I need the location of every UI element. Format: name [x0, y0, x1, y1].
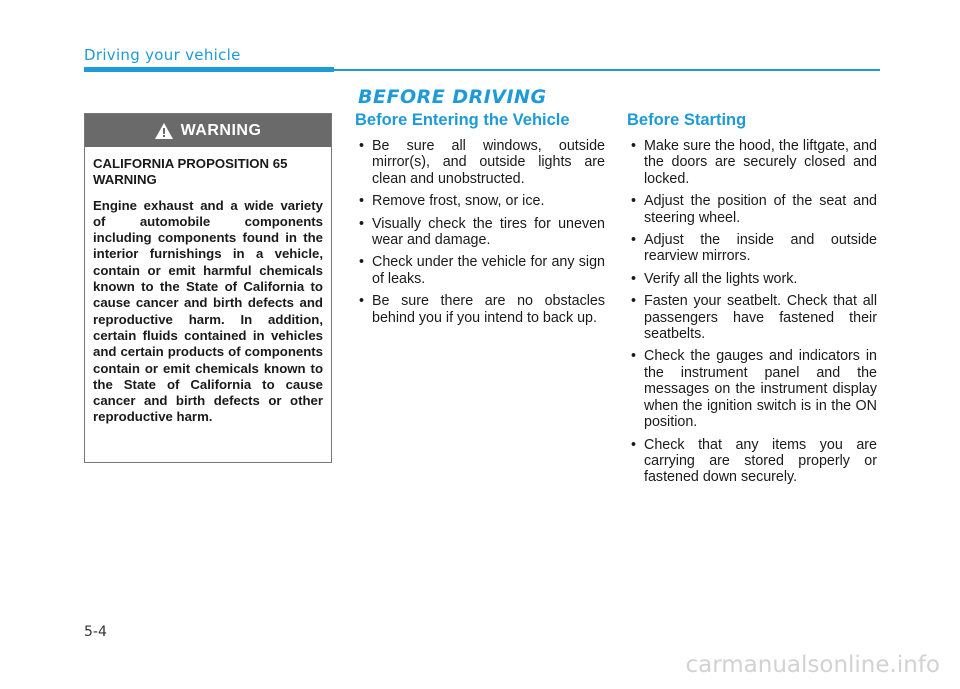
watermark: carmanualsonline.info	[685, 652, 940, 678]
warning-box	[84, 113, 332, 463]
list-item: • Visually check the tires for uneven wear and damage.	[359, 215, 605, 249]
warning-header	[85, 114, 331, 147]
section-title: BEFORE DRIVING	[358, 86, 547, 108]
list-item: • Fasten your seatbelt. Check that all passengers have fastened their seatbelts.	[631, 293, 877, 343]
before-entering-column	[355, 111, 605, 332]
header-bar	[84, 67, 334, 72]
before-entering-list	[355, 138, 605, 326]
warning-text: Engine exhaust and a wide variety of automobile components including components found in the interior furnishings in a vehicle, contain or emit harmful chemicals known to the State of California to cause cancer and birth defects and reproductive harm. In addition, certain fluids contained in vehicles and certain products of components contain or emit chemicals known to the State of California to cause cancer and birth defects or other reproductive harm.	[93, 197, 323, 425]
list-item: • Make sure the hood, the liftgate, and the doors are securely closed and locked.	[631, 138, 877, 187]
before-starting-column	[627, 111, 877, 492]
header-rule	[334, 69, 880, 71]
list-item: • Verify all the lights work.	[631, 270, 798, 287]
before-starting-list	[627, 138, 877, 486]
list-item: • Be sure there are no obstacles behind you if you intend to back up.	[359, 293, 605, 326]
page-number: 5-4	[84, 624, 107, 640]
list-item: • Adjust the inside and outside rearview mirrors.	[631, 232, 877, 265]
list-item: • Check under the vehicle for any sign of leaks.	[359, 254, 605, 287]
list-item: • Remove frost, snow, or ice.	[359, 193, 545, 210]
list-item: • Check the gauges and indicators in the instrument panel and the messages on the instrument display when the ignition switch is in the ON position.	[631, 348, 877, 431]
before-starting-heading: Before Starting	[627, 111, 747, 129]
warning-body	[85, 147, 331, 426]
warning-heading: CALIFORNIA PROPOSITION 65 WARNING	[93, 156, 288, 188]
list-item: • Adjust the position of the seat and steering wheel.	[631, 193, 877, 226]
warning-triangle-icon	[155, 123, 173, 139]
header-title: Driving your vehicle	[84, 46, 241, 64]
list-item: • Be sure all windows, outside mirror(s), and outside lights are clean and unobstructed.	[359, 138, 605, 187]
warning-label: WARNING	[180, 121, 262, 139]
before-entering-heading: Before Entering the Vehicle	[355, 111, 570, 129]
list-item: • Check that any items you are carrying are stored properly or fastened down securely.	[631, 436, 877, 486]
